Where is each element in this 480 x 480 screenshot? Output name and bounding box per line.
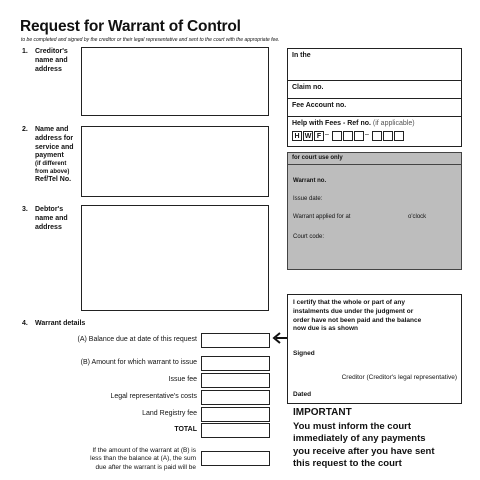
section-4-number: 4. <box>22 320 28 327</box>
hwf-label: Help with Fees - Ref no. <box>292 120 371 127</box>
applied-for-label: Warrant applied for at <box>293 214 351 220</box>
important-line: you receive after you have sent <box>293 445 435 457</box>
court-use-heading: for court use only <box>288 153 461 165</box>
important-text <box>293 421 435 470</box>
court-name-field[interactable] <box>287 48 462 81</box>
important-line: You must inform the court <box>293 421 412 432</box>
dated-label: Dated <box>293 391 312 398</box>
service-address-field[interactable] <box>81 126 269 197</box>
signed-label: Signed <box>293 350 315 357</box>
hwf-dash: – <box>325 131 329 138</box>
legal-costs-field[interactable] <box>201 390 270 405</box>
oclock-label: o'clock <box>408 214 427 220</box>
creditor-label-line: name and <box>35 56 68 64</box>
issue-fee-field[interactable] <box>201 373 270 388</box>
service-note-line: from above) <box>35 168 70 175</box>
debtor-label-line: name and <box>35 214 68 222</box>
issue-date-label: Issue date: <box>293 196 323 202</box>
claim-no-label: Claim no. <box>292 84 324 91</box>
warrant-details-label: Warrant details <box>35 320 86 327</box>
land-registry-label: Land Registry fee <box>142 410 197 417</box>
certification-box <box>287 294 462 404</box>
creditor-address-field[interactable] <box>81 47 269 116</box>
fee-account-label: Fee Account no. <box>292 102 347 109</box>
ref-tel-label: Ref/Tel No. <box>35 176 72 183</box>
fee-account-field[interactable] <box>287 99 462 117</box>
signature-field[interactable] <box>287 362 462 386</box>
service-label-line: Name and <box>35 126 69 133</box>
hwf-digit-box[interactable] <box>383 131 393 141</box>
balance-label: (A) Balance due at date of this request <box>77 336 197 343</box>
hwf-digit-box[interactable] <box>394 131 404 141</box>
hwf-digit-box[interactable] <box>354 131 364 141</box>
certify-statement <box>293 299 421 334</box>
creditor-label <box>35 48 68 74</box>
section-1-label <box>22 48 28 57</box>
service-address-label <box>35 126 74 185</box>
debtor-label-line: Debtor's <box>35 206 64 213</box>
in-the-label: In the <box>292 52 311 59</box>
important-line: this request to the court <box>293 458 402 470</box>
hwf-digit-box[interactable] <box>332 131 342 141</box>
page-title: Request for Warrant of Control <box>20 18 241 35</box>
certify-line: I certify that the whole or part of any <box>293 299 405 306</box>
claim-no-field[interactable] <box>287 81 462 99</box>
service-note-line: (if different <box>35 161 67 167</box>
hwf-note: (if applicable) <box>372 120 415 127</box>
court-use-panel <box>287 152 462 270</box>
certify-line: instalments due under the judgment or <box>293 307 414 315</box>
amount-field[interactable] <box>201 356 270 371</box>
warrant-no-label: Warrant no. <box>293 178 327 184</box>
total-field[interactable] <box>201 423 270 438</box>
debtor-label-line: address <box>35 223 62 231</box>
amount-label: (B) Amount for which warrant to issue <box>80 359 197 366</box>
debtor-address-field[interactable] <box>81 205 269 311</box>
remaining-note-line: If the amount of the warrant at (B) is <box>92 447 196 454</box>
service-label-line: address for <box>35 134 74 142</box>
court-code-label: Court code: <box>293 234 325 240</box>
remaining-note-line: less than the balance at (A), the sum <box>90 455 196 463</box>
hwf-digit-box[interactable] <box>372 131 382 141</box>
remaining-note-line: due after the warrant is paid will be <box>95 463 196 471</box>
remaining-balance-field[interactable] <box>201 451 270 466</box>
remaining-note <box>50 447 196 472</box>
certify-line: order have not been paid and the balance <box>293 316 422 324</box>
hwf-letter-f: F <box>314 131 324 141</box>
hwf-letter-h: H <box>292 131 302 141</box>
hwf-digit-box[interactable] <box>343 131 353 141</box>
issue-fee-label: Issue fee <box>168 376 197 383</box>
debtor-label <box>35 206 68 232</box>
hwf-dash: – <box>365 131 369 138</box>
page-subtitle: to be completed and signed by the creditor or their legal representative and sent to the court with the appropriate fee. <box>21 37 280 43</box>
section-1-number: 1. <box>22 48 28 55</box>
left-arrow-icon <box>272 331 288 345</box>
balance-field[interactable] <box>201 333 270 348</box>
land-registry-field[interactable] <box>201 407 270 422</box>
service-label-line: payment <box>35 152 64 160</box>
signer-label: Creditor (Creditor's legal representative) <box>341 374 457 381</box>
total-label: TOTAL <box>174 426 197 433</box>
creditor-label-line: address <box>35 65 62 73</box>
important-line: immediately of any payments <box>293 433 426 445</box>
important-heading: IMPORTANT <box>293 407 352 418</box>
service-label-line: service and <box>35 143 74 151</box>
legal-costs-label: Legal representative's costs <box>110 393 197 400</box>
certify-line: now due is as shown <box>293 325 359 333</box>
section-2-number: 2. <box>22 126 28 133</box>
creditor-label-line: Creditor's <box>35 48 68 55</box>
hwf-letter-w: W <box>304 133 312 140</box>
section-3-number: 3. <box>22 206 28 213</box>
